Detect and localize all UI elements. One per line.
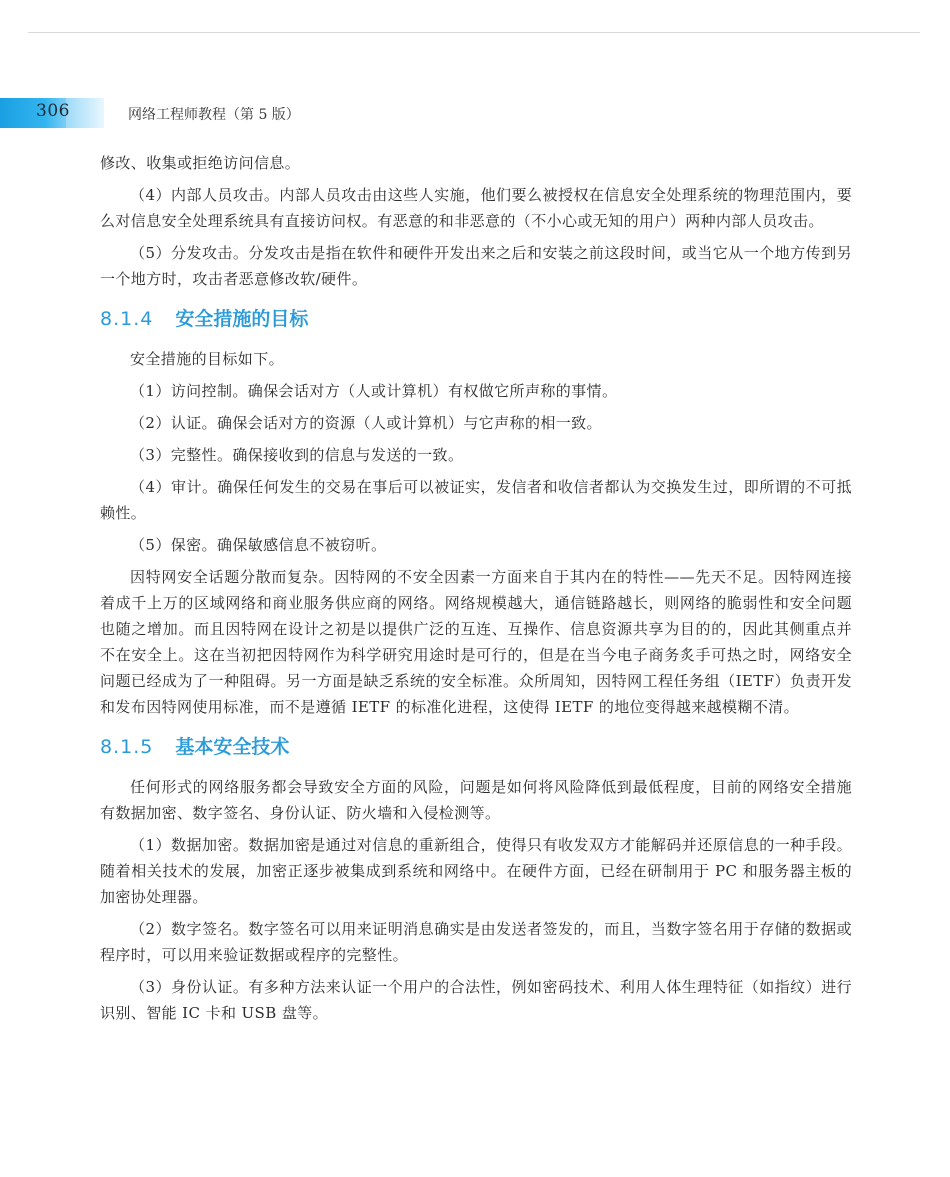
page-header [0,98,600,132]
section-title: 基本安全技术 [175,736,290,758]
paragraph: （4）内部人员攻击。内部人员攻击由这些人实施，他们要么被授权在信息安全处理系统的物理范围内，要么对信息安全处理系统具有直接访问权。有恶意的和非恶意的（不小心或无知的用户）两种内部人员攻击。 [100,186,852,230]
top-divider [28,32,920,33]
section-heading-8-1-5 [100,732,852,762]
page-body [100,150,852,1026]
paragraph: 因特网安全话题分散而复杂。因特网的不安全因素一方面来自于其内在的特性——先天不足。因特网连接着成千上万的区域网络和商业服务供应商的网络。网络规模越大，通信链路越长，则网络的脆弱性和安全问题也随之增加。而且因特网在设计之初是以提供广泛的互连、互操作、信息资源共享为目的的，因此其侧重点并不在安全上。这在当初把因特网作为科学研究用途时是可行的，但是在当今电子商务炙手可热之时，网络安全问题已经成为了一种阻碍。另一方面是缺乏系统的安全标准。众所周知，因特网工程任务组（IETF）负责开发和发布因特网使用标准，而不是遵循 IETF 的标准化进程，这使得 IETF 的地位变得越来越模糊不清。 [100,568,852,716]
paragraph: （1）访问控制。确保会话对方（人或计算机）有权做它所声称的事情。 [130,382,618,400]
paragraph: 修改、收集或拒绝访问信息。 [100,154,301,172]
book-title: 网络工程师教程（第 5 版） [128,107,300,123]
paragraph: （4）审计。确保任何发生的交易在事后可以被证实，发信者和收信者都认为交换发生过，即所谓的不可抵赖性。 [100,478,852,522]
page-number-tab-fade [66,98,104,128]
paragraph: （2）数字签名。数字签名可以用来证明消息确实是由发送者签发的，而且，当数字签名用于存储的数据或程序时，可以用来验证数据或程序的完整性。 [100,920,852,964]
section-number: 8.1.4 [100,308,154,330]
paragraph: （5）保密。确保敏感信息不被窃听。 [130,536,387,554]
section-heading-8-1-4 [100,304,852,334]
paragraph: （3）身份认证。有多种方法来认证一个用户的合法性，例如密码技术、利用人体生理特征（如指纹）进行识别、智能 IC 卡和 USB 盘等。 [100,978,852,1022]
paragraph: 任何形式的网络服务都会导致安全方面的风险，问题是如何将风险降低到最低程度，目前的网络安全措施有数据加密、数字签名、身份认证、防火墙和入侵检测等。 [100,778,852,822]
page-number: 306 [36,101,70,121]
paragraph: （1）数据加密。数据加密是通过对信息的重新组合，使得只有收发双方才能解码并还原信息的一种手段。随着相关技术的发展，加密正逐步被集成到系统和网络中。在硬件方面，已经在研制用于 PC 和服务器主板的加密协处理器。 [100,836,852,906]
paragraph: （2）认证。确保会话对方的资源（人或计算机）与它声称的相一致。 [130,414,602,432]
paragraph: （3）完整性。确保接收到的信息与发送的一致。 [130,446,464,464]
section-title: 安全措施的目标 [175,308,309,330]
paragraph: （5）分发攻击。分发攻击是指在软件和硬件开发出来之后和安装之前这段时间，或当它从一个地方传到另一个地方时，攻击者恶意修改软/硬件。 [100,244,852,288]
section-number: 8.1.5 [100,736,154,758]
paragraph: 安全措施的目标如下。 [130,350,285,368]
